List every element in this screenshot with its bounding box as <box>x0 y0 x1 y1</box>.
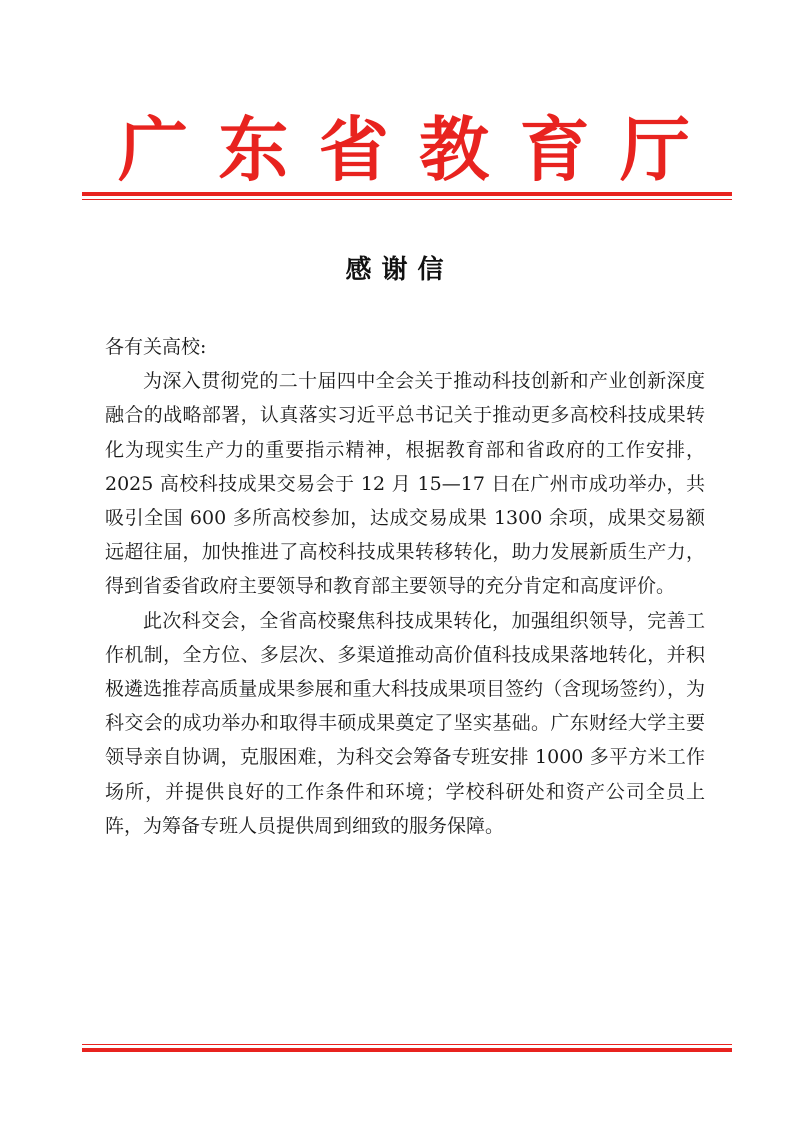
letterhead-char: 教 <box>419 108 490 191</box>
letterhead-title <box>118 108 690 191</box>
paragraph-1: 为深入贯彻党的二十届四中全会关于推动科技创新和产业创新深度融合的战略部署，认真落实习近平总书记关于推动更多高校科技成果转化为现实生产力的重要指示精神，根据教育部和省政府的工作安排，2025 高校科技成果交易会于 12 月 15—17 日在广州市成功举办，共吸引全国 600 多所高校参加，达成交易成果 1300 余项，成果交易额远超往届，加快推进了高校科技成果转移转化，助力发展新质生产力，得到省委省政府主要领导和教育部主要领导的充分肯定和高度评价。 <box>105 370 705 598</box>
letterhead-rule-thin <box>82 199 732 200</box>
footer-rule-thick <box>82 1048 732 1052</box>
salutation: 各有关高校: <box>105 336 207 358</box>
letterhead-char: 厅 <box>619 108 690 191</box>
letterhead-rule-thick <box>82 192 732 196</box>
letterhead-char: 东 <box>218 108 289 191</box>
letter-body <box>105 330 705 843</box>
letterhead-char: 广 <box>118 108 188 191</box>
letter-title: 感谢信 <box>345 255 454 285</box>
footer-rule-thin <box>82 1044 732 1045</box>
paragraph-2: 此次科交会，全省高校聚焦科技成果转化，加强组织领导，完善工作机制，全方位、多层次、多渠道推动高价值科技成果落地转化，并积极遴选推荐高质量成果参展和重大科技成果项目签约（含现场签约），为科交会的成功举办和取得丰硕成果奠定了坚实基础。广东财经大学主要领导亲自协调，克服困难，为科交会筹备专班安排 1000 多平方米工作场所，并提供良好的工作条件和环境；学校科研处和资产公司全员上阵，为筹备专班人员提供周到细致的服务保障。 <box>105 609 705 837</box>
letterhead-char: 省 <box>318 108 389 191</box>
letterhead-char: 育 <box>519 108 590 191</box>
